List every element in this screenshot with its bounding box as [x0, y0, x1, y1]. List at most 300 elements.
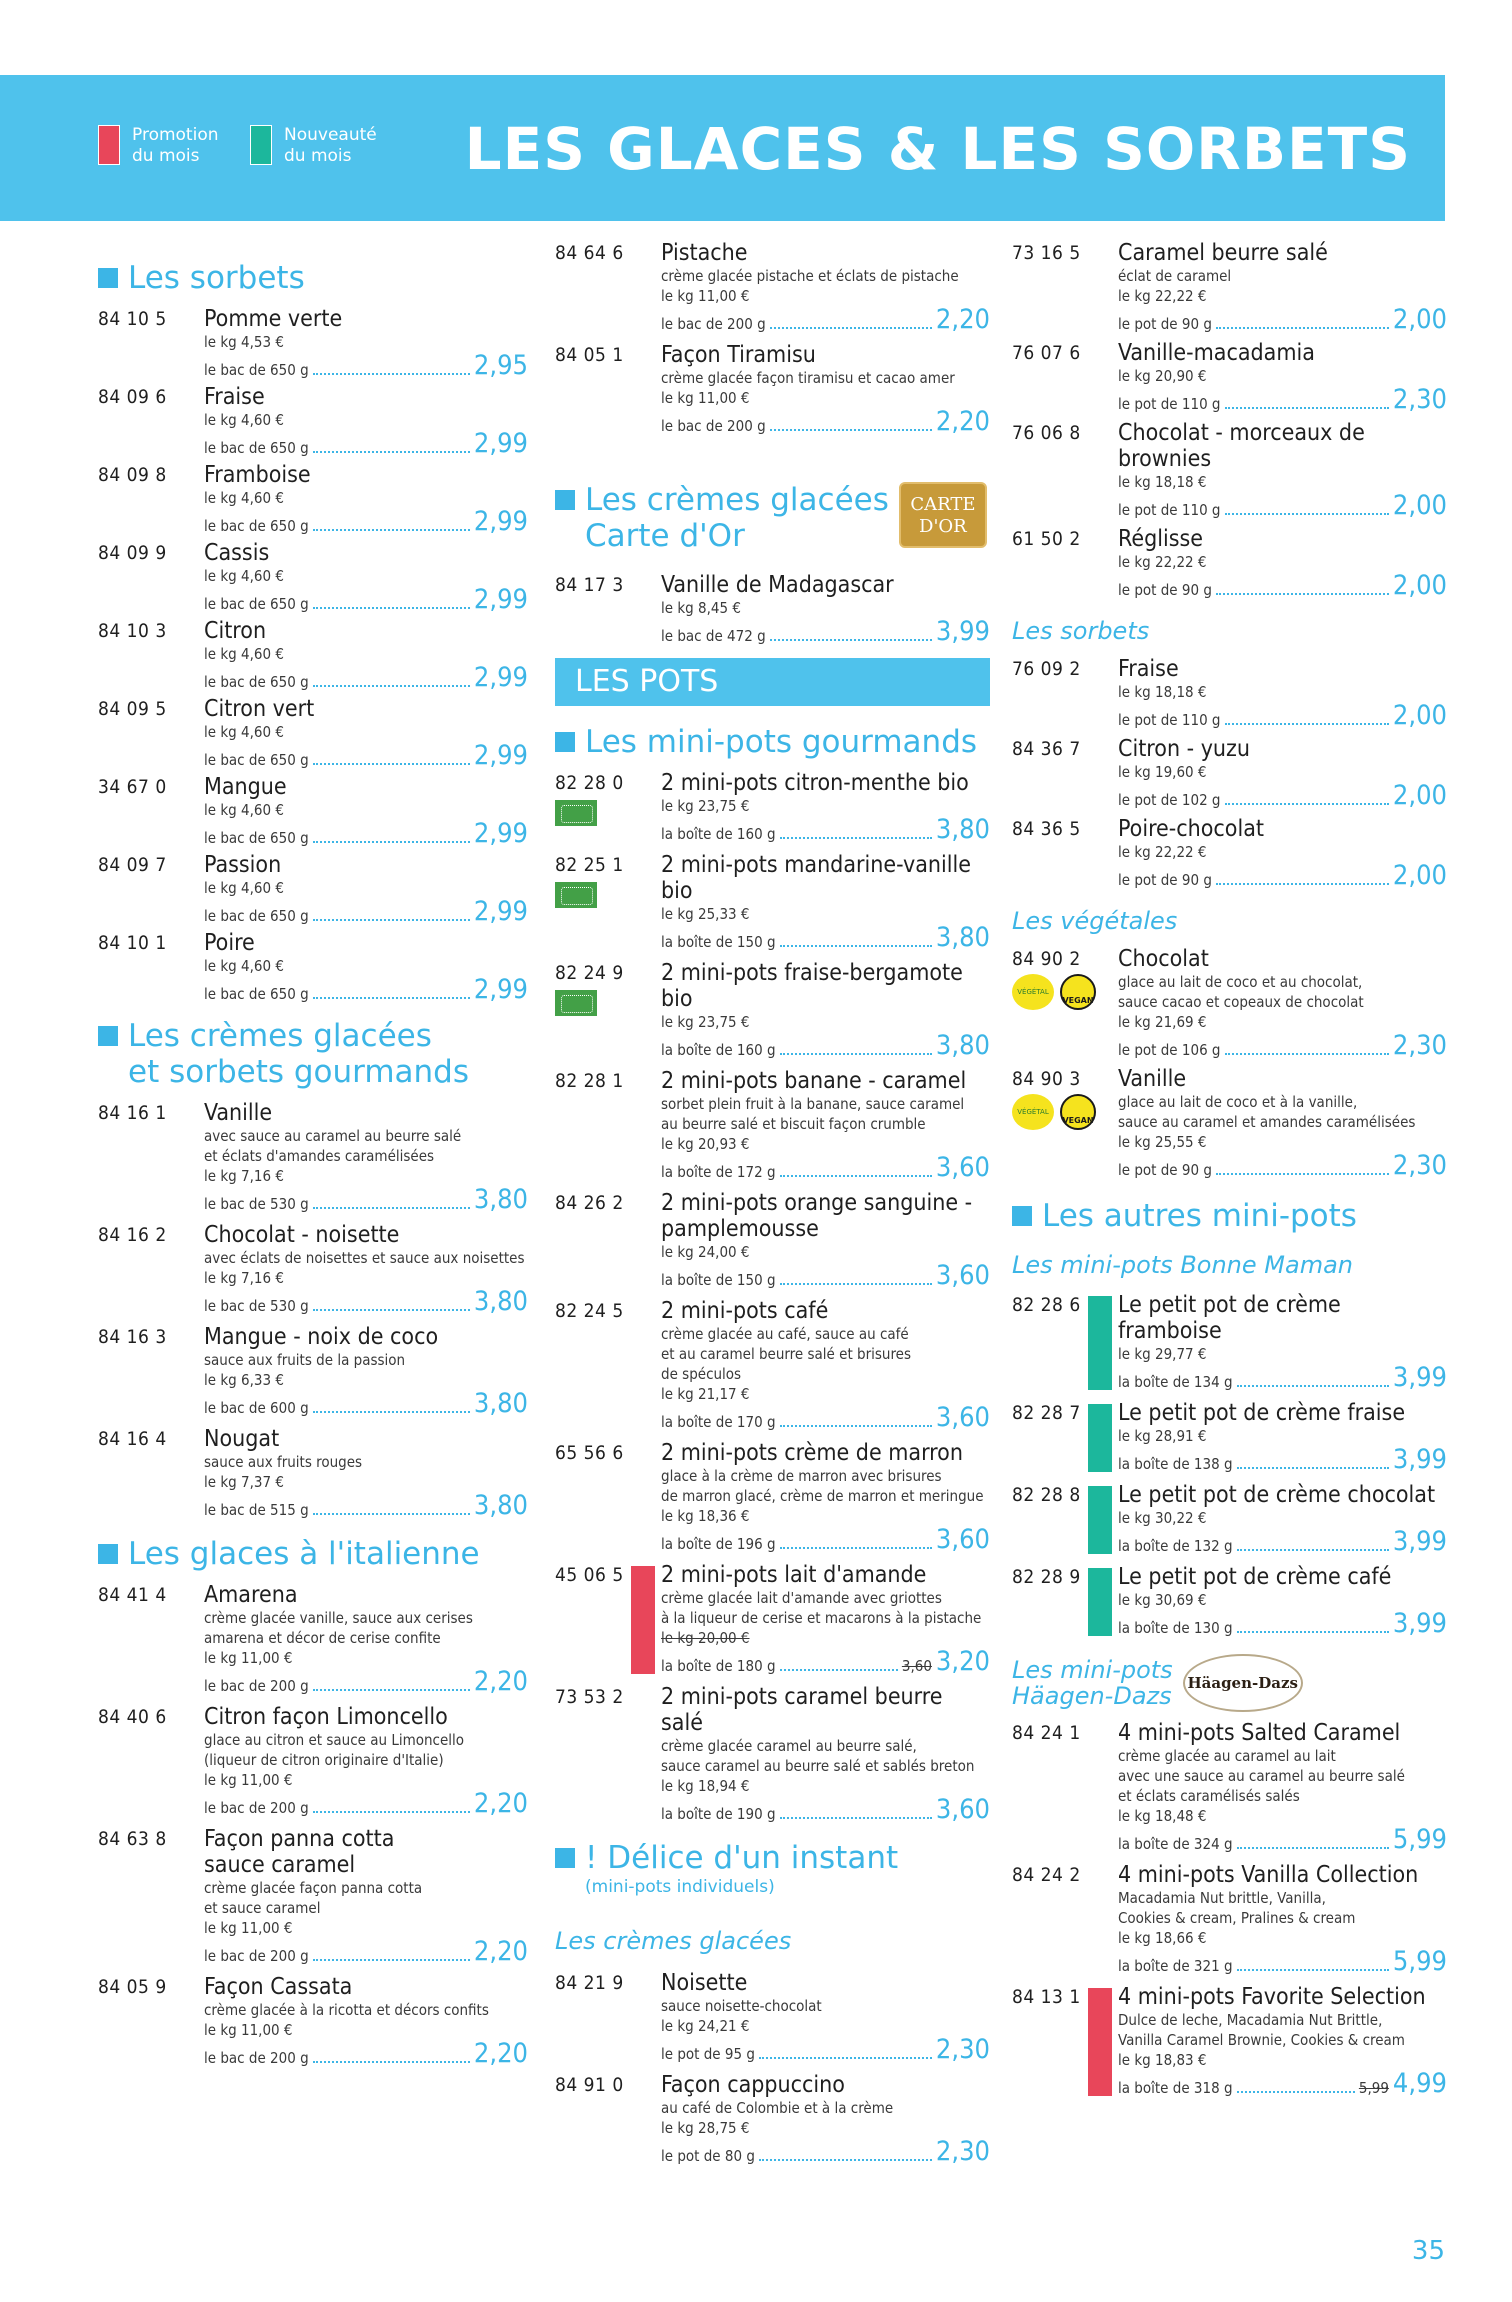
- unit-size: le bac de 650 g: [204, 673, 309, 691]
- product-description: Macadamia Nut brittle, Vanilla, Cookies & cream, Pralines & cream: [1118, 1889, 1356, 1927]
- bio-label-icon: [555, 882, 597, 908]
- price-line: [661, 1526, 990, 1554]
- bio-label-icon: [555, 800, 597, 826]
- product-code: 65 56 6: [555, 1442, 624, 1464]
- product-code: 73 53 2: [555, 1686, 624, 1708]
- new-marker: [1088, 1404, 1112, 1472]
- product-item: [555, 240, 990, 334]
- price-line: [661, 1648, 990, 1676]
- price-line: [661, 306, 990, 334]
- section-title-text: [128, 260, 305, 296]
- product-item: [98, 696, 528, 770]
- product-code: 76 06 8: [1012, 422, 1081, 444]
- price-per-kg: le kg 4,60 €: [204, 879, 284, 897]
- product-item: [98, 462, 528, 536]
- unit-size: le bac de 200 g: [204, 1947, 309, 1965]
- price-line: [204, 586, 528, 614]
- unit-size: le bac de 200 g: [661, 417, 766, 435]
- product-name: Fraise: [1118, 656, 1179, 682]
- product-code: 73 16 5: [1012, 242, 1081, 264]
- product-description: glace au lait de coco et à la vanille, sauce au caramel et amandes caramélisées: [1118, 1093, 1416, 1131]
- product-code: 82 25 1: [555, 854, 624, 876]
- section-square-icon: [555, 490, 575, 510]
- promo-marker: [631, 1566, 655, 1674]
- product-code-wrap: [98, 462, 204, 536]
- price-line: [204, 430, 528, 458]
- product-details: [204, 1582, 528, 1696]
- product-code: 61 50 2: [1012, 528, 1081, 550]
- dot-leader: [313, 685, 470, 687]
- section-title-text: [585, 724, 977, 760]
- product-item: [1012, 1862, 1447, 1976]
- product-name: Le petit pot de crème chocolat: [1118, 1482, 1436, 1508]
- price-line: [204, 1288, 528, 1316]
- unit-size: le bac de 200 g: [204, 1799, 309, 1817]
- product-code: 82 28 9: [1012, 1566, 1081, 1588]
- price-line: [1118, 492, 1447, 520]
- price-line: [661, 1032, 990, 1060]
- product-price: 2,00: [1392, 700, 1447, 731]
- price-per-kg: le kg 4,60 €: [204, 801, 284, 819]
- product-details: [1118, 526, 1447, 600]
- section-title-line: Les mini-pots gourmands: [585, 724, 978, 760]
- dot-leader: [313, 373, 470, 375]
- section-title-line: Carte d'Or: [585, 518, 745, 554]
- section-square-icon: [555, 732, 575, 752]
- section-title-line: Les crèmes glacées: [585, 482, 889, 518]
- delice-note: (mini-pots individuels): [585, 1877, 775, 1897]
- unit-size: le bac de 650 g: [204, 751, 309, 769]
- product-price: 3,99: [1392, 1444, 1447, 1475]
- price-line: [204, 1186, 528, 1214]
- section-title-text: [1042, 1198, 1357, 1234]
- product-code: 84 63 8: [98, 1828, 167, 1850]
- price-line: [661, 924, 990, 952]
- product-code: 84 09 5: [98, 698, 167, 720]
- product-price: 2,99: [473, 818, 528, 849]
- product-code-wrap: [555, 1068, 661, 1182]
- product-price: 2,30: [1392, 1030, 1447, 1061]
- product-description: sauce noisette-chocolat: [661, 1997, 822, 2015]
- product-name: Façon panna cotta sauce caramel: [204, 1826, 395, 1878]
- product-item: [555, 1684, 990, 1824]
- product-price: 2,99: [473, 428, 528, 459]
- product-name: Amarena: [204, 1582, 298, 1608]
- product-code-wrap: [555, 770, 661, 844]
- product-details: [1118, 1482, 1447, 1556]
- price-line: [204, 1790, 528, 1818]
- price-line: [204, 1668, 528, 1696]
- product-code: 82 28 8: [1012, 1484, 1081, 1506]
- price-per-kg: le kg 25,33 €: [661, 905, 750, 923]
- dot-leader: [1225, 1053, 1389, 1055]
- section-title-line: Les crèmes glacées: [128, 1018, 432, 1054]
- product-code-wrap: [1012, 340, 1118, 414]
- product-details: [204, 930, 528, 1004]
- column-3: [1012, 240, 1447, 2106]
- product-description: crème glacée à la ricotta et décors confits: [204, 2001, 489, 2019]
- les-pots-band: LES POTS: [555, 658, 990, 706]
- unit-size: le bac de 650 g: [204, 361, 309, 379]
- product-code: 84 10 3: [98, 620, 167, 642]
- product-name: 4 mini-pots Salted Caramel: [1118, 1720, 1401, 1746]
- product-details: [661, 1684, 990, 1824]
- product-item: [555, 1440, 990, 1554]
- section-square-icon: [98, 1026, 118, 1046]
- product-code-wrap: [98, 1100, 204, 1214]
- subsection-title: Les mini-pots Bonne Maman: [1012, 1251, 1353, 1279]
- product-item: [98, 930, 528, 1004]
- product-price: 2,20: [473, 2038, 528, 2069]
- price-per-kg: le kg 4,60 €: [204, 723, 284, 741]
- product-price: 3,80: [935, 1030, 990, 1061]
- product-details: [661, 1970, 990, 2064]
- price-per-kg: le kg 18,66 €: [1118, 1929, 1207, 1947]
- product-item: [1012, 1482, 1447, 1556]
- price-line: [1118, 1610, 1447, 1638]
- product-item: [98, 1324, 528, 1418]
- product-details: [204, 852, 528, 926]
- product-price: 3,99: [1392, 1362, 1447, 1393]
- dot-leader: [770, 639, 932, 641]
- price-line: [661, 2138, 990, 2166]
- dot-leader: [1237, 2091, 1355, 2093]
- product-code-wrap: [98, 540, 204, 614]
- product-details: [661, 1298, 990, 1432]
- price-per-kg: le kg 20,90 €: [1118, 367, 1207, 385]
- price-line: [1118, 702, 1447, 730]
- product-item: [1012, 1292, 1447, 1392]
- product-price: 4,99: [1392, 2068, 1447, 2099]
- dot-leader: [1237, 1847, 1389, 1849]
- price-per-kg: le kg 22,22 €: [1118, 287, 1207, 305]
- product-code: 84 16 3: [98, 1326, 167, 1348]
- product-item: [555, 1970, 990, 2064]
- price-per-kg: le kg 4,60 €: [204, 411, 284, 429]
- product-price: 2,30: [935, 2136, 990, 2167]
- price-per-kg: le kg 11,00 €: [661, 389, 750, 407]
- product-code: 34 67 0: [98, 776, 167, 798]
- product-name: Citron façon Limoncello: [204, 1704, 448, 1730]
- product-code: 82 24 9: [555, 962, 624, 984]
- product-code: 84 10 1: [98, 932, 167, 954]
- price-line: [1118, 306, 1447, 334]
- carte-dor-logo: CARTE D'OR: [899, 482, 987, 548]
- product-price: 3,99: [935, 616, 990, 647]
- product-code: 84 16 2: [98, 1224, 167, 1246]
- section-title-text: [585, 1840, 898, 1876]
- product-code-wrap: [1012, 526, 1118, 600]
- product-item: [1012, 656, 1447, 730]
- price-per-kg: le kg 28,75 €: [661, 2119, 750, 2137]
- product-description: crème glacée lait d'amande avec griottes à la liqueur de cerise et macarons à la pistache: [661, 1589, 982, 1627]
- product-details: [661, 342, 990, 436]
- product-price: 3,20: [935, 1646, 990, 1677]
- unit-size: la boîte de 130 g: [1118, 1619, 1233, 1637]
- product-details: [204, 696, 528, 770]
- product-item: [555, 852, 990, 952]
- product-name: Le petit pot de crème fraise: [1118, 1400, 1406, 1426]
- product-code: 84 09 6: [98, 386, 167, 408]
- product-price: 3,80: [473, 1490, 528, 1521]
- product-price: 2,30: [935, 2034, 990, 2065]
- product-item: [555, 342, 990, 436]
- product-price: 2,99: [473, 740, 528, 771]
- product-details: [1118, 420, 1447, 520]
- unit-size: la boîte de 172 g: [661, 1163, 776, 1181]
- product-details: [204, 540, 528, 614]
- price-line: [204, 352, 528, 380]
- product-details: [661, 1440, 990, 1554]
- unit-size: le pot de 106 g: [1118, 1041, 1221, 1059]
- product-code-wrap: [1012, 1066, 1118, 1180]
- product-details: [204, 1100, 528, 1214]
- product-description: crème glacée au café, sauce au café et au caramel beurre salé et brisures de spéculos: [661, 1325, 912, 1383]
- product-name: Façon Tiramisu: [661, 342, 816, 368]
- section-square-icon: [98, 268, 118, 288]
- price-per-kg: le kg 11,00 €: [204, 1649, 293, 1667]
- product-code: 45 06 5: [555, 1564, 624, 1586]
- product-code-wrap: [98, 696, 204, 770]
- dot-leader: [770, 429, 932, 431]
- unit-size: le bac de 650 g: [204, 907, 309, 925]
- price-per-kg: le kg 8,45 €: [661, 599, 741, 617]
- unit-size: le pot de 90 g: [1118, 1161, 1212, 1179]
- price-per-kg: le kg 18,36 €: [661, 1507, 750, 1525]
- new-marker: [1088, 1568, 1112, 1636]
- price-per-kg: le kg 7,16 €: [204, 1167, 284, 1185]
- product-details: [661, 572, 990, 646]
- dot-leader: [780, 945, 932, 947]
- product-code-wrap: [1012, 1862, 1118, 1976]
- product-name: Chocolat - noisette: [204, 1222, 400, 1248]
- dot-leader: [1225, 513, 1389, 515]
- dot-leader: [313, 997, 470, 999]
- product-name: Vanille-macadamia: [1118, 340, 1315, 366]
- product-price: 2,20: [473, 1936, 528, 1967]
- product-code: 82 28 1: [555, 1070, 624, 1092]
- unit-size: le pot de 110 g: [1118, 501, 1221, 519]
- product-item: [555, 1068, 990, 1182]
- product-description: crème glacée caramel au beurre salé, sauce caramel au beurre salé et sablés breton: [661, 1737, 975, 1775]
- product-details: [661, 1068, 990, 1182]
- section-title-text: [128, 1536, 480, 1572]
- product-name: 4 mini-pots Favorite Selection: [1118, 1984, 1426, 2010]
- product-details: [1118, 340, 1447, 414]
- price-line: [661, 816, 990, 844]
- product-details: [1118, 656, 1447, 730]
- price-line: [1118, 1364, 1447, 1392]
- dot-leader: [1225, 407, 1389, 409]
- product-details: [661, 1190, 990, 1290]
- product-description: sorbet plein fruit à la banane, sauce caramel au beurre salé et biscuit façon crumble: [661, 1095, 965, 1133]
- product-price: 3,80: [473, 1286, 528, 1317]
- product-name: Citron vert: [204, 696, 315, 722]
- price-per-kg: le kg 18,83 €: [1118, 2051, 1207, 2069]
- product-item: [555, 960, 990, 1060]
- dot-leader: [313, 1513, 470, 1515]
- product-name: Passion: [204, 852, 282, 878]
- unit-size: le pot de 95 g: [661, 2045, 755, 2063]
- product-item: [1012, 420, 1447, 520]
- product-code: 84 64 6: [555, 242, 624, 264]
- price-line: [1118, 386, 1447, 414]
- product-code: 84 16 1: [98, 1102, 167, 1124]
- product-details: [661, 770, 990, 844]
- section-square-icon: [1012, 1206, 1032, 1226]
- product-code: 82 28 0: [555, 772, 624, 794]
- product-description: glace à la crème de marron avec brisures de marron glacé, crème de marron et meringue: [661, 1467, 984, 1505]
- unit-size: le bac de 515 g: [204, 1501, 309, 1519]
- price-per-kg: le kg 24,00 €: [661, 1243, 750, 1261]
- dot-leader: [780, 1053, 932, 1055]
- product-name: 2 mini-pots café: [661, 1298, 829, 1324]
- product-price: 3,60: [935, 1402, 990, 1433]
- price-line: [1118, 1948, 1447, 1976]
- unit-size: le bac de 200 g: [204, 2049, 309, 2067]
- product-name: Chocolat: [1118, 946, 1209, 972]
- product-code-wrap: [1012, 656, 1118, 730]
- product-price: 3,60: [935, 1794, 990, 1825]
- product-item: [1012, 946, 1447, 1060]
- price-line: [1118, 782, 1447, 810]
- product-item: [98, 1582, 528, 1696]
- product-description: sauce aux fruits de la passion: [204, 1351, 406, 1369]
- product-item: [1012, 1720, 1447, 1854]
- dot-leader: [313, 1689, 470, 1691]
- product-item: [98, 1100, 528, 1214]
- product-code-wrap: [98, 930, 204, 1004]
- product-code-wrap: [1012, 1720, 1118, 1854]
- product-name: Nougat: [204, 1426, 280, 1452]
- product-details: [204, 1974, 528, 2068]
- price-per-kg: le kg 11,00 €: [661, 287, 750, 305]
- unit-size: la boîte de 132 g: [1118, 1537, 1233, 1555]
- price-line: [661, 408, 990, 436]
- product-code: 84 05 1: [555, 344, 624, 366]
- price-per-kg: le kg 7,16 €: [204, 1269, 284, 1287]
- unit-size: la boîte de 321 g: [1118, 1957, 1233, 1975]
- product-name: Façon cappuccino: [661, 2072, 845, 2098]
- new-marker: [1088, 1296, 1112, 1390]
- price-line: [204, 1492, 528, 1520]
- unit-size: la boîte de 324 g: [1118, 1835, 1233, 1853]
- product-item: [555, 1562, 990, 1676]
- unit-size: la boîte de 150 g: [661, 933, 776, 951]
- product-code-wrap: [98, 618, 204, 692]
- product-item: [98, 618, 528, 692]
- product-code-wrap: [555, 1970, 661, 2064]
- product-item: [1012, 1400, 1447, 1474]
- section-title: [98, 1536, 528, 1572]
- price-line: [204, 976, 528, 1004]
- product-code-wrap: [1012, 736, 1118, 810]
- product-name: Le petit pot de crème café: [1118, 1564, 1392, 1590]
- product-item: [1012, 340, 1447, 414]
- product-item: [98, 852, 528, 926]
- product-name: Vanille: [1118, 1066, 1187, 1092]
- section-title-line: Les sorbets: [128, 260, 305, 296]
- product-price: 2,00: [1392, 490, 1447, 521]
- product-code-wrap: [98, 1974, 204, 2068]
- product-price: 3,80: [935, 814, 990, 845]
- vegan-badge-icon: VEGAN: [1060, 1094, 1096, 1130]
- price-line: [204, 820, 528, 848]
- subsection-title: Les végétales: [1012, 907, 1178, 935]
- price-line: [661, 618, 990, 646]
- product-name: Le petit pot de crème framboise: [1118, 1292, 1341, 1344]
- product-code: 84 24 2: [1012, 1864, 1081, 1886]
- price-per-kg: le kg 4,60 €: [204, 957, 284, 975]
- price-per-kg: le kg 11,00 €: [204, 1771, 293, 1789]
- product-price: 2,30: [1392, 1150, 1447, 1181]
- product-item: [555, 1298, 990, 1432]
- unit-size: le pot de 110 g: [1118, 711, 1221, 729]
- price-per-kg: le kg 11,00 €: [204, 2021, 293, 2039]
- product-code-wrap: [555, 1190, 661, 1290]
- product-name: Chocolat - morceaux de brownies: [1118, 420, 1365, 472]
- section-square-icon: [98, 1544, 118, 1564]
- product-description: crème glacée façon tiramisu et cacao amer: [661, 369, 955, 387]
- price-line: [661, 1154, 990, 1182]
- price-per-kg: le kg 22,22 €: [1118, 843, 1207, 861]
- price-line: [1118, 1446, 1447, 1474]
- section-title-line: Les glaces à l'italienne: [128, 1536, 480, 1572]
- dot-leader: [1237, 1385, 1389, 1387]
- product-name: 2 mini-pots lait d'amande: [661, 1562, 927, 1588]
- diet-badges: [1012, 1094, 1118, 1130]
- product-code: 82 24 5: [555, 1300, 624, 1322]
- legend-nouveaute: [250, 125, 377, 167]
- product-item: [98, 306, 528, 380]
- product-name: Poire-chocolat: [1118, 816, 1264, 842]
- product-price: 2,20: [935, 406, 990, 437]
- product-details: [1118, 1564, 1447, 1638]
- price-line: [661, 1404, 990, 1432]
- product-price: 2,00: [1392, 780, 1447, 811]
- dot-leader: [1225, 723, 1389, 725]
- product-price: 3,80: [473, 1184, 528, 1215]
- product-code: 84 05 9: [98, 1976, 167, 1998]
- section-title-line: Les autres mini-pots: [1042, 1198, 1357, 1234]
- product-price: 3,80: [935, 922, 990, 953]
- product-code-wrap: [98, 1582, 204, 1696]
- price-line: [1118, 1032, 1447, 1060]
- product-code: 82 28 6: [1012, 1294, 1081, 1316]
- product-details: [661, 852, 990, 952]
- price-line: [1118, 2070, 1447, 2098]
- product-details: [1118, 816, 1447, 890]
- product-name: Pomme verte: [204, 306, 343, 332]
- price-per-kg: le kg 28,91 €: [1118, 1427, 1207, 1445]
- product-item: [555, 1190, 990, 1290]
- subsection-title: Les sorbets: [1012, 617, 1150, 645]
- product-code-wrap: [555, 852, 661, 952]
- legend-promo-label: Promotion du mois: [132, 125, 219, 166]
- unit-size: le pot de 80 g: [661, 2147, 755, 2165]
- product-description: au café de Colombie et à la crème: [661, 2099, 894, 2117]
- product-code-wrap: [1012, 816, 1118, 890]
- price-line: [1118, 862, 1447, 890]
- section-title-text: [585, 482, 889, 554]
- vegetal-badge-icon: VÉGÉTAL: [1012, 974, 1054, 1010]
- unit-size: le bac de 650 g: [204, 439, 309, 457]
- product-price: 2,20: [935, 304, 990, 335]
- product-details: [661, 960, 990, 1060]
- product-code-wrap: [98, 384, 204, 458]
- price-per-kg: le kg 21,69 €: [1118, 1013, 1207, 1031]
- product-code-wrap: [98, 774, 204, 848]
